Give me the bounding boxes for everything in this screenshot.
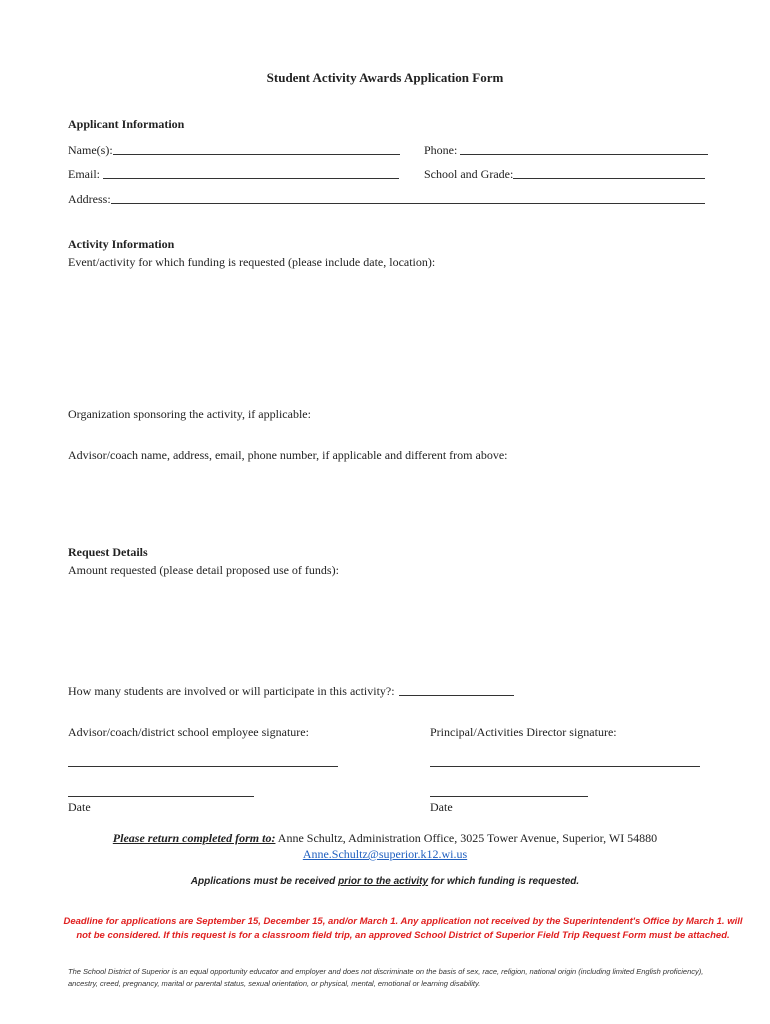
email-label: Email: <box>68 167 100 181</box>
names-field[interactable] <box>113 145 400 156</box>
applicant-section-heading: Applicant Information <box>68 117 185 131</box>
school-grade-line <box>513 167 705 179</box>
names-row <box>68 143 400 158</box>
activity-section-heading: Activity Information <box>68 237 175 251</box>
return-email-row <box>0 847 770 862</box>
deadline-notice: Deadline for applications are September 15, December 15, and/or March 1. Any application not received by the Superintendent's Office by March 1. will not be considered. If this request is for a classroom field trip, an approved School District of Superior Field Trip Request Form must be attached. <box>63 916 743 941</box>
advisor-date-label: Date <box>68 800 91 814</box>
principal-signature-line[interactable] <box>430 766 700 767</box>
advisor-signature-label: Advisor/coach/district school employee signature: <box>68 725 309 739</box>
students-label: How many students are involved or will participate in this activity?: <box>68 684 395 698</box>
advisor-info-label: Advisor/coach name, address, email, phone number, if applicable and different from above: <box>68 448 508 462</box>
address-field[interactable] <box>111 194 705 205</box>
return-address: Anne Schultz, Administration Office, 3025 Tower Avenue, Superior, WI 54880 <box>275 831 658 845</box>
advisor-date-line[interactable] <box>68 796 254 797</box>
email-row <box>68 167 399 182</box>
phone-label: Phone: <box>424 143 458 157</box>
email-field[interactable] <box>103 169 399 180</box>
received-notice <box>0 876 770 887</box>
organization-textarea[interactable] <box>68 425 712 449</box>
advisor-signature-line[interactable] <box>68 766 338 767</box>
address-line <box>111 192 705 204</box>
address-row <box>68 192 705 207</box>
form-title: Student Activity Awards Application Form <box>266 70 504 85</box>
return-label: Please return completed form to: <box>112 831 276 845</box>
amount-textarea[interactable] <box>68 583 712 677</box>
return-instructions <box>0 831 770 846</box>
event-textarea[interactable] <box>68 275 712 399</box>
event-label: Event/activity for which funding is requested (please include date, location): <box>68 255 436 269</box>
students-count-field[interactable] <box>399 686 514 697</box>
organization-label: Organization sponsoring the activity, if applicable: <box>68 407 311 421</box>
advisor-info-textarea[interactable] <box>68 468 712 542</box>
school-grade-row <box>424 167 705 182</box>
students-row <box>68 684 514 699</box>
names-label: Name(s): <box>68 143 113 157</box>
received-prefix: Applications must be received <box>190 876 339 887</box>
address-label: Address: <box>68 192 111 206</box>
principal-date-label: Date <box>430 800 453 814</box>
equal-opportunity-statement: The School District of Superior is an equal opportunity educator and employer and does not discriminate on the basis of sex, race, religion, national origin (including limited English proficiency), ancestry, creed, pregnancy, marital or parental status, sexual orientation, or physical, mental, emotional or learning disability. <box>68 967 704 988</box>
received-emphasis: prior to the activity <box>338 876 429 887</box>
request-section-heading: Request Details <box>68 545 148 559</box>
amount-label: Amount requested (please detail proposed use of funds): <box>68 563 339 577</box>
phone-field[interactable] <box>460 145 708 156</box>
school-grade-label: School and Grade: <box>424 167 514 181</box>
received-suffix: for which funding is requested. <box>428 876 580 887</box>
school-grade-field[interactable] <box>513 169 705 180</box>
phone-row <box>424 143 708 158</box>
phone-line <box>460 143 708 155</box>
principal-date-line[interactable] <box>430 796 588 797</box>
names-line <box>113 143 400 155</box>
return-email-link[interactable]: Anne.Schultz@superior.k12.wi.us <box>302 847 468 861</box>
students-line <box>399 684 514 696</box>
email-line <box>103 167 399 179</box>
principal-signature-label: Principal/Activities Director signature: <box>430 725 617 739</box>
